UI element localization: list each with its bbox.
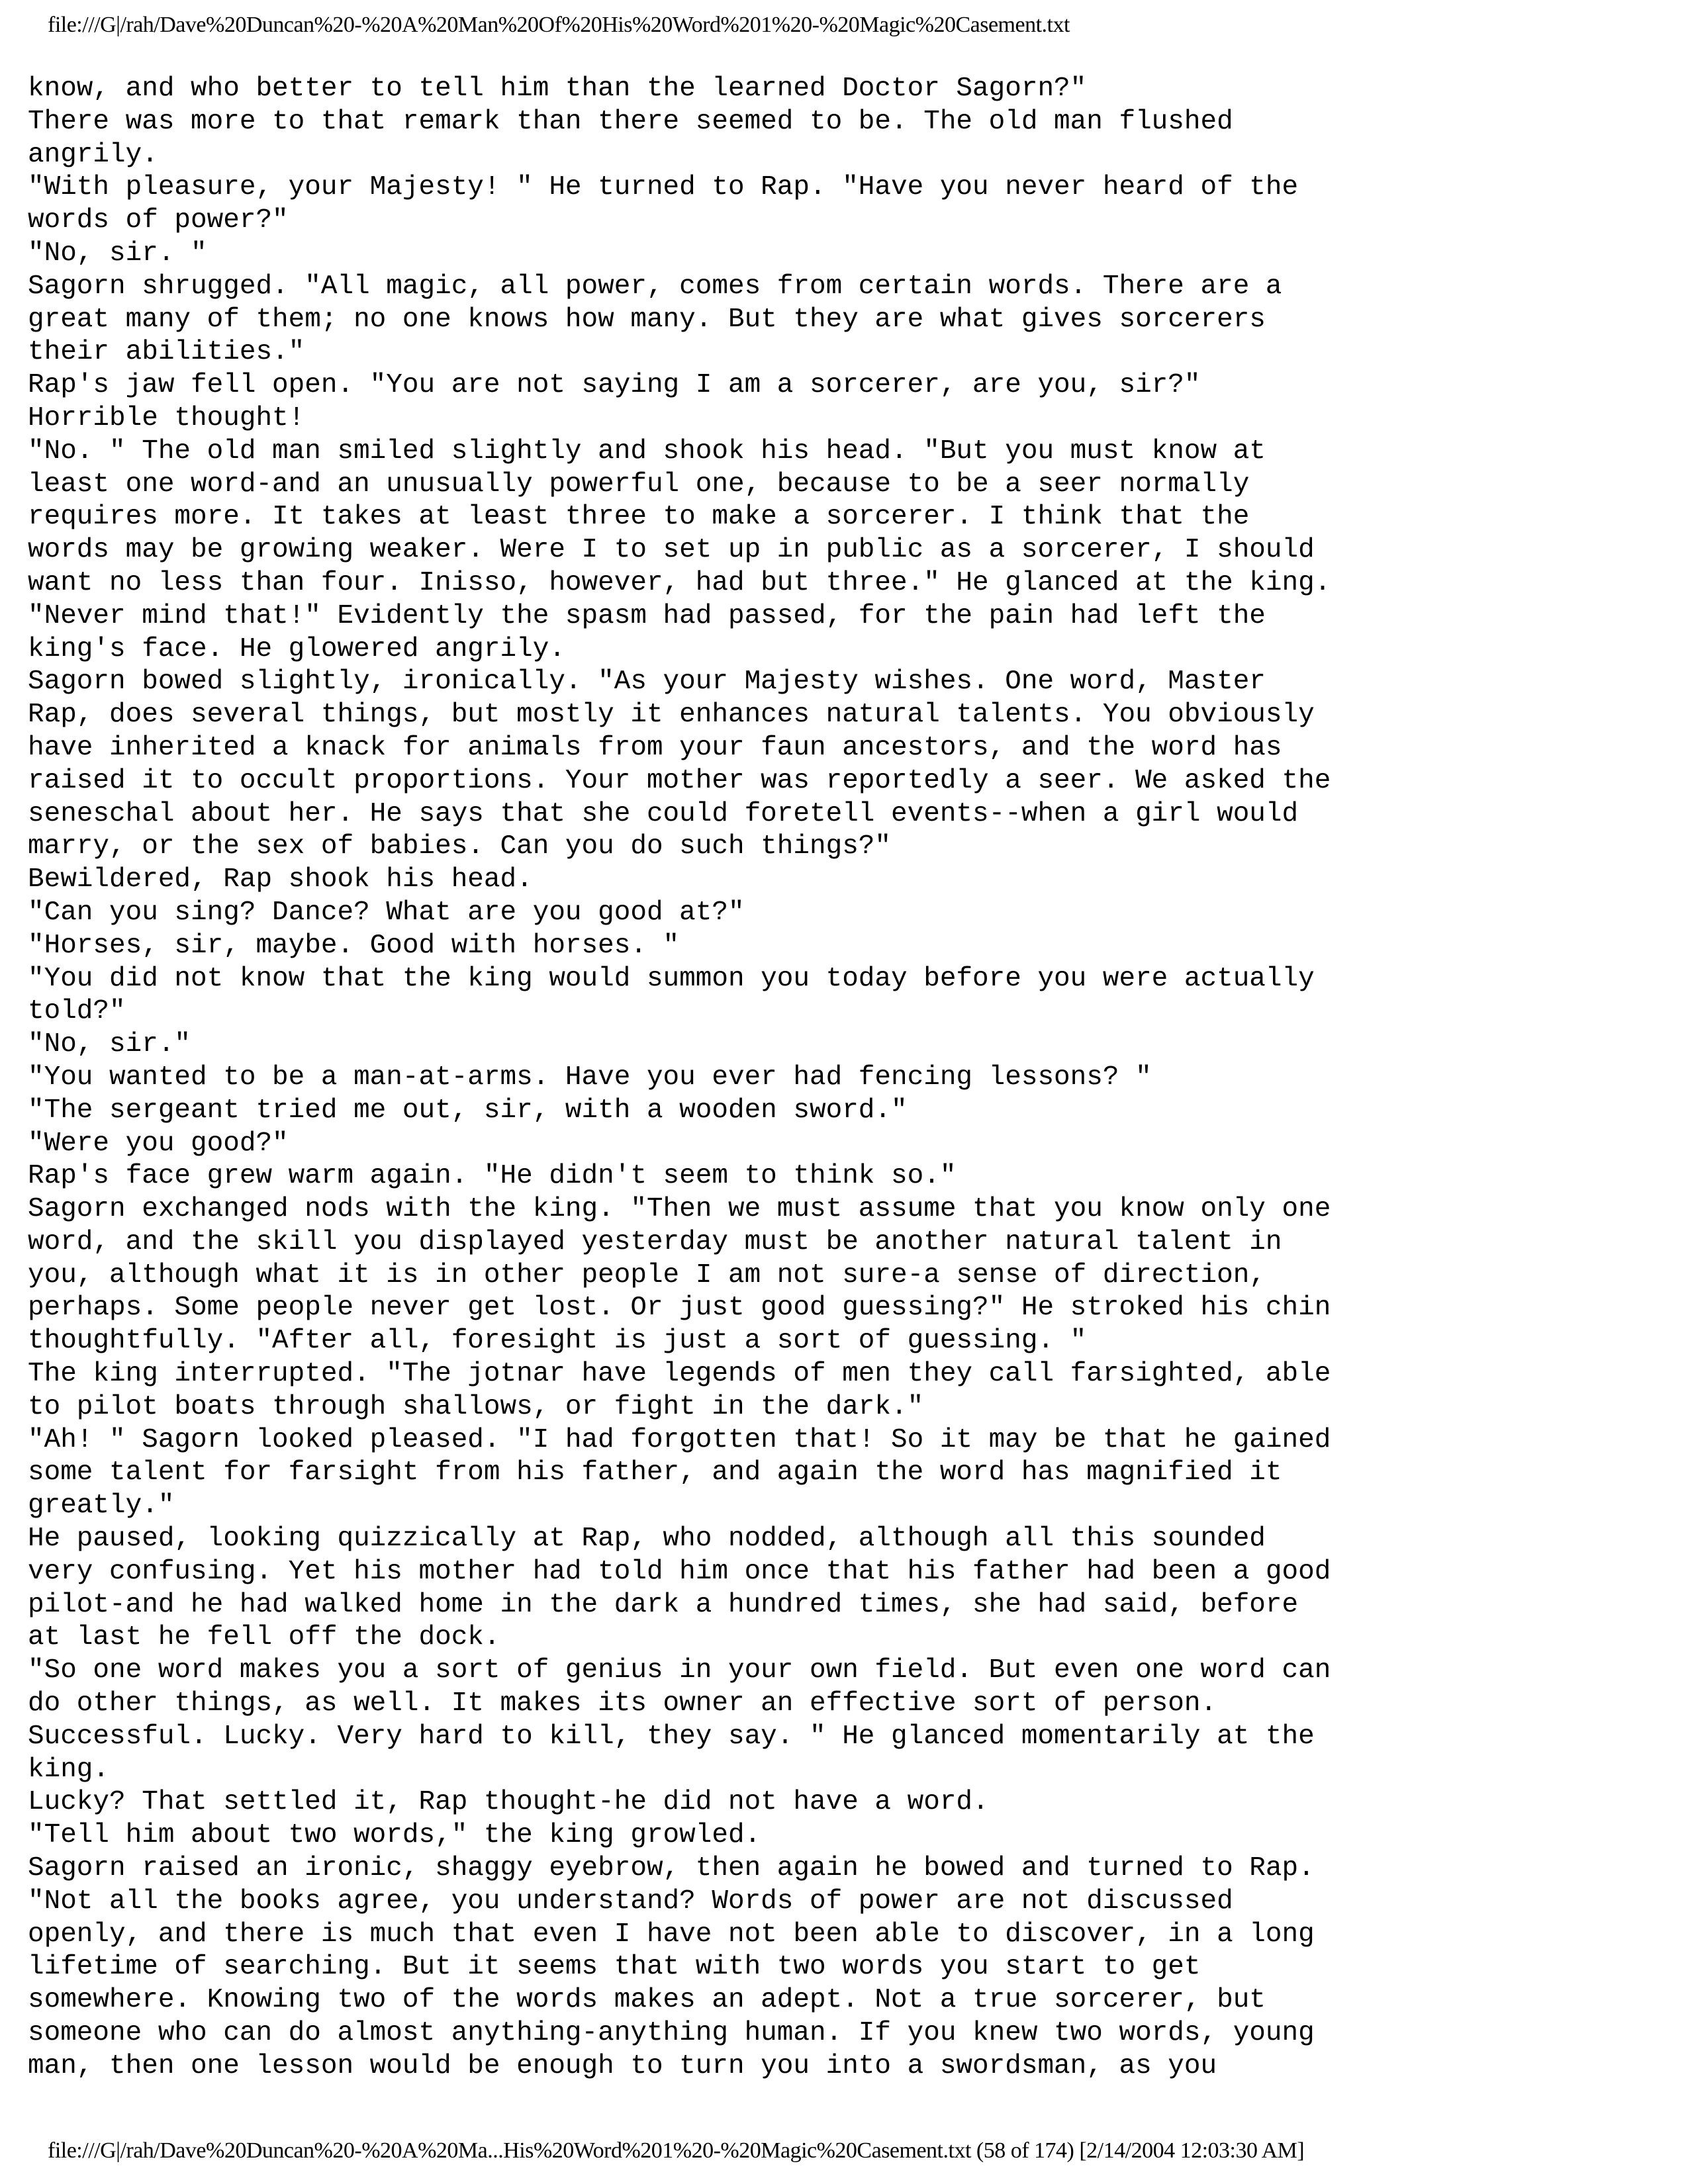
- text-line: told?": [28, 996, 126, 1027]
- text-line: king.: [28, 1754, 110, 1785]
- text-line: someone who can do almost anything-anything human. If you knew two words, young: [28, 2018, 1315, 2049]
- text-line: you, although what it is in other people I am not sure-a sense of direction,: [28, 1259, 1266, 1291]
- text-line: "So one word makes you a sort of genius in your own field. But even one word can: [28, 1655, 1331, 1686]
- text-line: Sagorn exchanged nods with the king. "Then we must assume that you know only one: [28, 1194, 1331, 1225]
- text-line: "The sergeant tried me out, sir, with a wooden sword.": [28, 1095, 908, 1126]
- text-line: The king interrupted. "The jotnar have legends of men they call farsighted, able: [28, 1359, 1331, 1390]
- text-line: word, and the skill you displayed yesterday must be another natural talent in: [28, 1226, 1282, 1257]
- text-line: "With pleasure, your Majesty! " He turned to Rap. "Have you never heard of the: [28, 172, 1299, 203]
- text-line: openly, and there is much that even I have not been able to discover, in a long: [28, 1919, 1315, 1950]
- text-line: king's face. He glowered angrily.: [28, 633, 565, 664]
- text-line: There was more to that remark than there seemed to be. The old man flushed: [28, 106, 1233, 137]
- text-line: least one word-and an unusually powerful one, because to be a seer normally: [28, 469, 1250, 500]
- text-line: seneschal about her. He says that she could foretell events--when a girl would: [28, 798, 1299, 829]
- text-line: lifetime of searching. But it seems that with two words you start to get: [28, 1952, 1201, 1983]
- text-line: Rap's jaw fell open. "You are not saying I am a sorcerer, are you, sir?": [28, 370, 1201, 401]
- text-line: "Horses, sir, maybe. Good with horses. ": [28, 930, 680, 961]
- text-line: Bewildered, Rap shook his head.: [28, 864, 533, 895]
- text-line: Lucky? That settled it, Rap thought-he did not have a word.: [28, 1787, 989, 1818]
- text-line: "No, sir.": [28, 1029, 191, 1060]
- text-line: Rap, does several things, but mostly it enhances natural talents. You obviously: [28, 700, 1315, 731]
- page-header-path: file:///G|/rah/Dave%20Duncan%20-%20A%20Man%20Of%20His%20Word%201%20-%20Magic%20Casement.txt: [48, 13, 1070, 37]
- text-line: angrily.: [28, 139, 158, 170]
- text-line: "You did not know that the king would summon you today before you were actually: [28, 963, 1315, 994]
- text-line: thoughtfully. "After all, foresight is just a sort of guessing. ": [28, 1326, 1087, 1357]
- text-line: words of power?": [28, 205, 289, 236]
- text-line: want no less than four. Inisso, however, had but three." He glanced at the king.: [28, 567, 1331, 598]
- text-line: Horrible thought!: [28, 402, 305, 433]
- text-line: Sagorn shrugged. "All magic, all power, comes from certain words. There are a: [28, 271, 1282, 302]
- text-line: pilot-and he had walked home in the dark a hundred times, she had said, before: [28, 1589, 1299, 1620]
- text-line: "No, sir. ": [28, 238, 207, 269]
- text-line: their abilities.": [28, 337, 305, 368]
- text-line: "Not all the books agree, you understand? Words of power are not discussed: [28, 1886, 1233, 1917]
- text-line: somewhere. Knowing two of the words makes an adept. Not a true sorcerer, but: [28, 1985, 1266, 2016]
- text-line: raised it to occult proportions. Your mother was reportedly a seer. We asked the: [28, 765, 1331, 796]
- text-line: great many of them; no one knows how many. But they are what gives sorcerers: [28, 304, 1266, 335]
- text-line: "You wanted to be a man-at-arms. Have you ever had fencing lessons? ": [28, 1062, 1152, 1093]
- text-line: Sagorn raised an ironic, shaggy eyebrow, then again he bowed and turned to Rap.: [28, 1853, 1315, 1884]
- text-line: "Never mind that!" Evidently the spasm had passed, for the pain had left the: [28, 600, 1266, 631]
- text-line: do other things, as well. It makes its owner an effective sort of person.: [28, 1688, 1217, 1719]
- document-body: [28, 73, 1669, 2083]
- text-line: perhaps. Some people never get lost. Or just good guessing?" He stroked his chin: [28, 1293, 1331, 1324]
- text-line: "Ah! " Sagorn looked pleased. "I had forgotten that! So it may be that he gained: [28, 1424, 1331, 1455]
- text-line: marry, or the sex of babies. Can you do such things?": [28, 831, 892, 862]
- text-line: to pilot boats through shallows, or fight in the dark.": [28, 1391, 924, 1422]
- text-line: very confusing. Yet his mother had told him once that his father had been a good: [28, 1556, 1331, 1587]
- text-line: know, and who better to tell him than the learned Doctor Sagorn?": [28, 73, 1087, 104]
- text-line: Successful. Lucky. Very hard to kill, they say. " He glanced momentarily at the: [28, 1721, 1315, 1752]
- text-line: have inherited a knack for animals from your faun ancestors, and the word has: [28, 732, 1282, 763]
- text-line: Rap's face grew warm again. "He didn't seem to think so.": [28, 1161, 957, 1192]
- text-line: Sagorn bowed slightly, ironically. "As your Majesty wishes. One word, Master: [28, 666, 1266, 698]
- text-line: "Can you sing? Dance? What are you good at?": [28, 897, 745, 928]
- text-line: "No. " The old man smiled slightly and shook his head. "But you must know at: [28, 435, 1266, 467]
- text-line: at last he fell off the dock.: [28, 1622, 500, 1653]
- text-line: man, then one lesson would be enough to turn you into a swordsman, as you: [28, 2050, 1217, 2081]
- page-footer: file:///G|/rah/Dave%20Duncan%20-%20A%20Ma...His%20Word%201%20-%20Magic%20Casement.txt (58 of 174) [2/14/2004 12:03:30 AM]: [48, 2138, 1305, 2163]
- text-line: He paused, looking quizzically at Rap, who nodded, although all this sounded: [28, 1524, 1266, 1555]
- text-line: words may be growing weaker. Were I to set up in public as a sorcerer, I should: [28, 535, 1315, 566]
- text-line: requires more. It takes at least three to make a sorcerer. I think that the: [28, 502, 1250, 533]
- text-line: "Were you good?": [28, 1128, 289, 1159]
- text-line: "Tell him about two words," the king growled.: [28, 1820, 761, 1851]
- text-line: greatly.": [28, 1490, 175, 1522]
- text-line: some talent for farsight from his father, and again the word has magnified it: [28, 1457, 1282, 1488]
